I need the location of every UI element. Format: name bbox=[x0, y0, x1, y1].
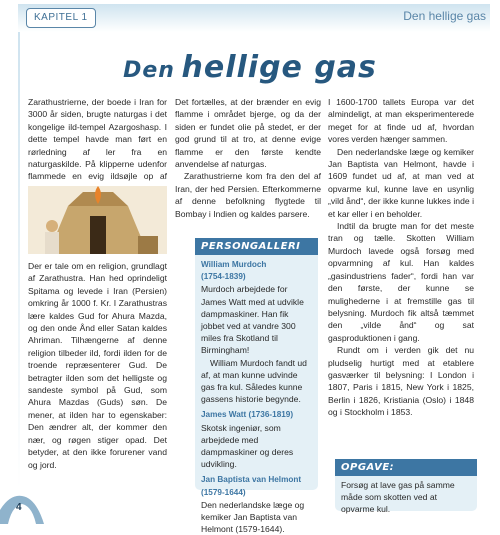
person-text-murdoch: Murdoch arbejdede for James Watt med at udvikle dampmaskiner. Han fik jobbet ved at vandre 300 miles fra Skotland til Birmingham! bbox=[201, 284, 304, 356]
person-text-murdoch-2: William Murdoch fandt ud af, at man kunne udvinde gas fra kul. Således kunne gassens historie begynde. bbox=[201, 357, 307, 405]
task-box bbox=[335, 459, 477, 514]
column-1-bottom bbox=[28, 260, 167, 471]
page-title bbox=[0, 50, 500, 85]
col3-paragraph-3: Indtil da brugte man for det meste tran og tælle. Skotten William Murdoch lavede også forsøg med opvarmning af kul. Han kaldes „gasindustriens fader“, fordi han var den første, der kunne se mulighederne i at fremstille gas til belysning. Murdoch fik altså tæmmet den „vilde ånd“ og sat gasproduktionen i gang. bbox=[328, 221, 474, 343]
title-part2: hellige gas bbox=[181, 50, 377, 85]
person-name-helmont: Jan Baptista van Helmont (1579-1644) bbox=[201, 475, 302, 497]
person-dates-murdoch: (1754-1839) bbox=[201, 272, 246, 282]
page-number: 4 bbox=[16, 502, 22, 513]
column-3 bbox=[328, 96, 474, 419]
person-name-watt: James Watt (1736-1819) bbox=[201, 410, 294, 420]
col3-paragraph-1: I 1600-1700 tallets Europa var det almindeligt, at man eksperimenterede meget for at finde ud af, hvordan vores verden hænger sammen. bbox=[328, 97, 474, 145]
title-part1: Den bbox=[123, 58, 175, 83]
chapter-label: KAPITEL 1 bbox=[26, 8, 96, 28]
col1-paragraph-2: Der er tale om en religion, grundlagt af Zarathustra. Han hed oprindeligt Spitama og levede i Iran (Persien) omkring år 1000 f. Kr. I Zarathustras lære kaldes Gud for Ahura Mazda, og den onde Ånd eller Satan kaldes Ahriman. Tilhængerne af denne religion tilbeder ild, fordi ilden for de troende repræsenterer Gud. De betragter ilden som det helligste og sandeste symbol på Gud, som Ahura Mazdas (Guds) søn. De mener, at ilden har to egenskaber: Den ændrer alt, der kommer den nær, og røgen stiger opad. Det betyder, at den ikke forurener vand og jord. bbox=[28, 261, 167, 470]
task-heading: OPGAVE: bbox=[335, 459, 477, 476]
column-1-top bbox=[28, 96, 167, 195]
person-name-murdoch: William Murdoch bbox=[201, 260, 267, 269]
person-gallery-box bbox=[195, 238, 318, 535]
column-2 bbox=[175, 96, 321, 220]
col2-paragraph-2: Zarathustrierne kom fra den del af Iran, der hed Persien. Efterkommerne af denne befolkning flygtede til Bombay i Indien og kaldes parsere. bbox=[175, 171, 321, 219]
col1-paragraph-1: Zarathustrierne, der boede i Iran for 3000 år siden, brugte naturgas i det kongelige ild-tempel Azargoshasp. I dette tempel havde man ført en rørledning af ler fra en naturgaskilde. På klipperne udenfor flammede en evig ildsøjle op af bbox=[28, 97, 167, 182]
person-text-helmont: Den nederlandske læge og kemiker Jan Baptista van Helmont (1579-1644). bbox=[201, 499, 305, 535]
person-text-watt: Skotsk ingeniør, som arbejdede med dampmaskiner og deres udvikling. bbox=[201, 422, 294, 470]
col2-paragraph-1: Det fortælles, at der brænder en evig flamme i området bjerge, og da der siden er fundet olie på stedet, er der god grund til at tro, at denne evige flamme er den første kendte anvendelse af naturgas. bbox=[175, 97, 321, 170]
task-text: Forsøg at lave gas på samme måde som skotten ved at opvarme kul. bbox=[341, 480, 455, 514]
side-rule bbox=[18, 32, 20, 490]
page-badge-icon bbox=[0, 490, 44, 524]
person-gallery-heading: PERSONGALLERI bbox=[195, 238, 318, 255]
temple-illustration bbox=[28, 186, 167, 254]
col3-paragraph-2: Den nederlandske læge og kemiker Jan Baptista van Helmont, havde i 1609 fundet ud af, at man ved at opvarme kul, kunne lave en usynlig „vild ånd“, der ikke kunne lukkes inde i et kar eller i en beholder. bbox=[328, 146, 474, 219]
col3-paragraph-4: Rundt om i verden gik det nu pludselig hurtigt med at etablere gasværker til belysning: I London i 1807, Paris i 1815, New York i 1825, Berlin i 1826, Kristiania (Oslo) i 1848 og i Stockholm i 1853. bbox=[328, 345, 474, 418]
running-title: Den hellige gas bbox=[403, 9, 486, 23]
